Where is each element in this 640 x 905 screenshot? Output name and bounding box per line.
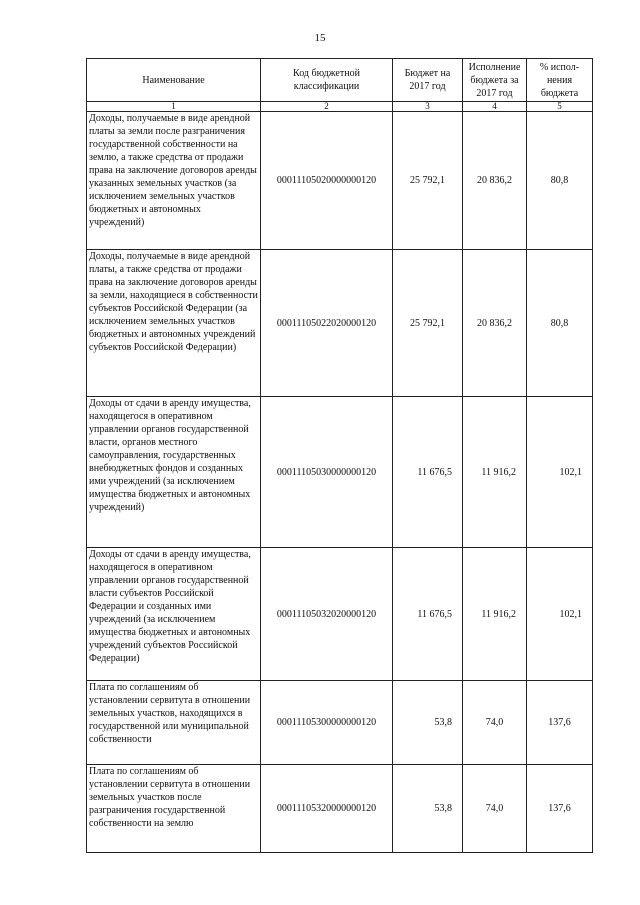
row-code: 00011105320000000120: [261, 765, 393, 853]
row-name: Доходы, получаемые в виде арендной платы, а также средства от продажи права на заключение договоров аренды за земли, находящиеся в собственности субъектов Российской Федерации (за исключением земельных участков бюджетных и автономных учреждений субъектов Российской Федерации): [87, 250, 261, 397]
budget-table: [86, 58, 593, 853]
column-number: 2: [261, 102, 393, 112]
header-name: Наименование: [87, 59, 261, 102]
row-budget: 53,8: [393, 681, 463, 765]
row-percent: 102,1: [527, 548, 593, 681]
row-budget: 11 676,5: [393, 548, 463, 681]
row-budget: 11 676,5: [393, 397, 463, 548]
page-number: 15: [314, 32, 326, 44]
row-percent: 137,6: [527, 681, 593, 765]
row-budget: 53,8: [393, 765, 463, 853]
table-row: [87, 250, 593, 397]
table-row: [87, 765, 593, 853]
row-execution: 74,0: [463, 681, 527, 765]
row-budget: 25 792,1: [393, 112, 463, 250]
header-row: [87, 59, 593, 102]
row-execution: 74,0: [463, 765, 527, 853]
column-number: 1: [87, 102, 261, 112]
table-row: [87, 397, 593, 548]
row-execution: 11 916,2: [463, 548, 527, 681]
header-execution: Исполнение бюджета за 2017 год: [463, 59, 527, 102]
row-percent: 80,8: [527, 250, 593, 397]
table-row: [87, 112, 593, 250]
header-code: Код бюджетной классификации: [261, 59, 393, 102]
column-number: 4: [463, 102, 527, 112]
table-row: [87, 548, 593, 681]
row-percent: 137,6: [527, 765, 593, 853]
row-code: 00011105020000000120: [261, 112, 393, 250]
row-code: 00011105032020000120: [261, 548, 393, 681]
row-execution: 20 836,2: [463, 250, 527, 397]
row-code: 00011105022020000120: [261, 250, 393, 397]
header-percent: % испол-нения бюджета: [527, 59, 593, 102]
row-name: Доходы от сдачи в аренду имущества, находящегося в оперативном управлении органов государственной власти, органов местного самоуправления, государственных внебюджетных фондов и созданных ими учреждений (за исключением имущества бюджетных и автономных учреждений): [87, 397, 261, 548]
column-number-row: [87, 102, 593, 112]
header-budget: Бюджет на 2017 год: [393, 59, 463, 102]
column-number: 5: [527, 102, 593, 112]
row-name: Плата по соглашениям об установлении сервитута в отношении земельных участков, находящихся в государственной или муниципальной собственности: [87, 681, 261, 765]
row-name: Доходы, получаемые в виде арендной платы за земли после разграничения государственной собственности на землю, а также средства от продажи права на заключение договоров аренды указанных земельных участков (за исключением земельных участков бюджетных и автономных учреждений): [87, 112, 261, 250]
row-name: Плата по соглашениям об установлении сервитута в отношении земельных участков после разграничения государственной собственности на землю: [87, 765, 261, 853]
row-execution: 20 836,2: [463, 112, 527, 250]
row-budget: 25 792,1: [393, 250, 463, 397]
row-execution: 11 916,2: [463, 397, 527, 548]
row-code: 00011105300000000120: [261, 681, 393, 765]
column-number: 3: [393, 102, 463, 112]
table-row: [87, 681, 593, 765]
row-code: 00011105030000000120: [261, 397, 393, 548]
row-percent: 102,1: [527, 397, 593, 548]
row-name: Доходы от сдачи в аренду имущества, находящегося в оперативном управлении органов государственной власти субъектов Российской Федерации и созданных ими учреждений (за исключением имущества бюджетных и автономных учреждений субъектов Российской Федерации): [87, 548, 261, 681]
row-percent: 80,8: [527, 112, 593, 250]
